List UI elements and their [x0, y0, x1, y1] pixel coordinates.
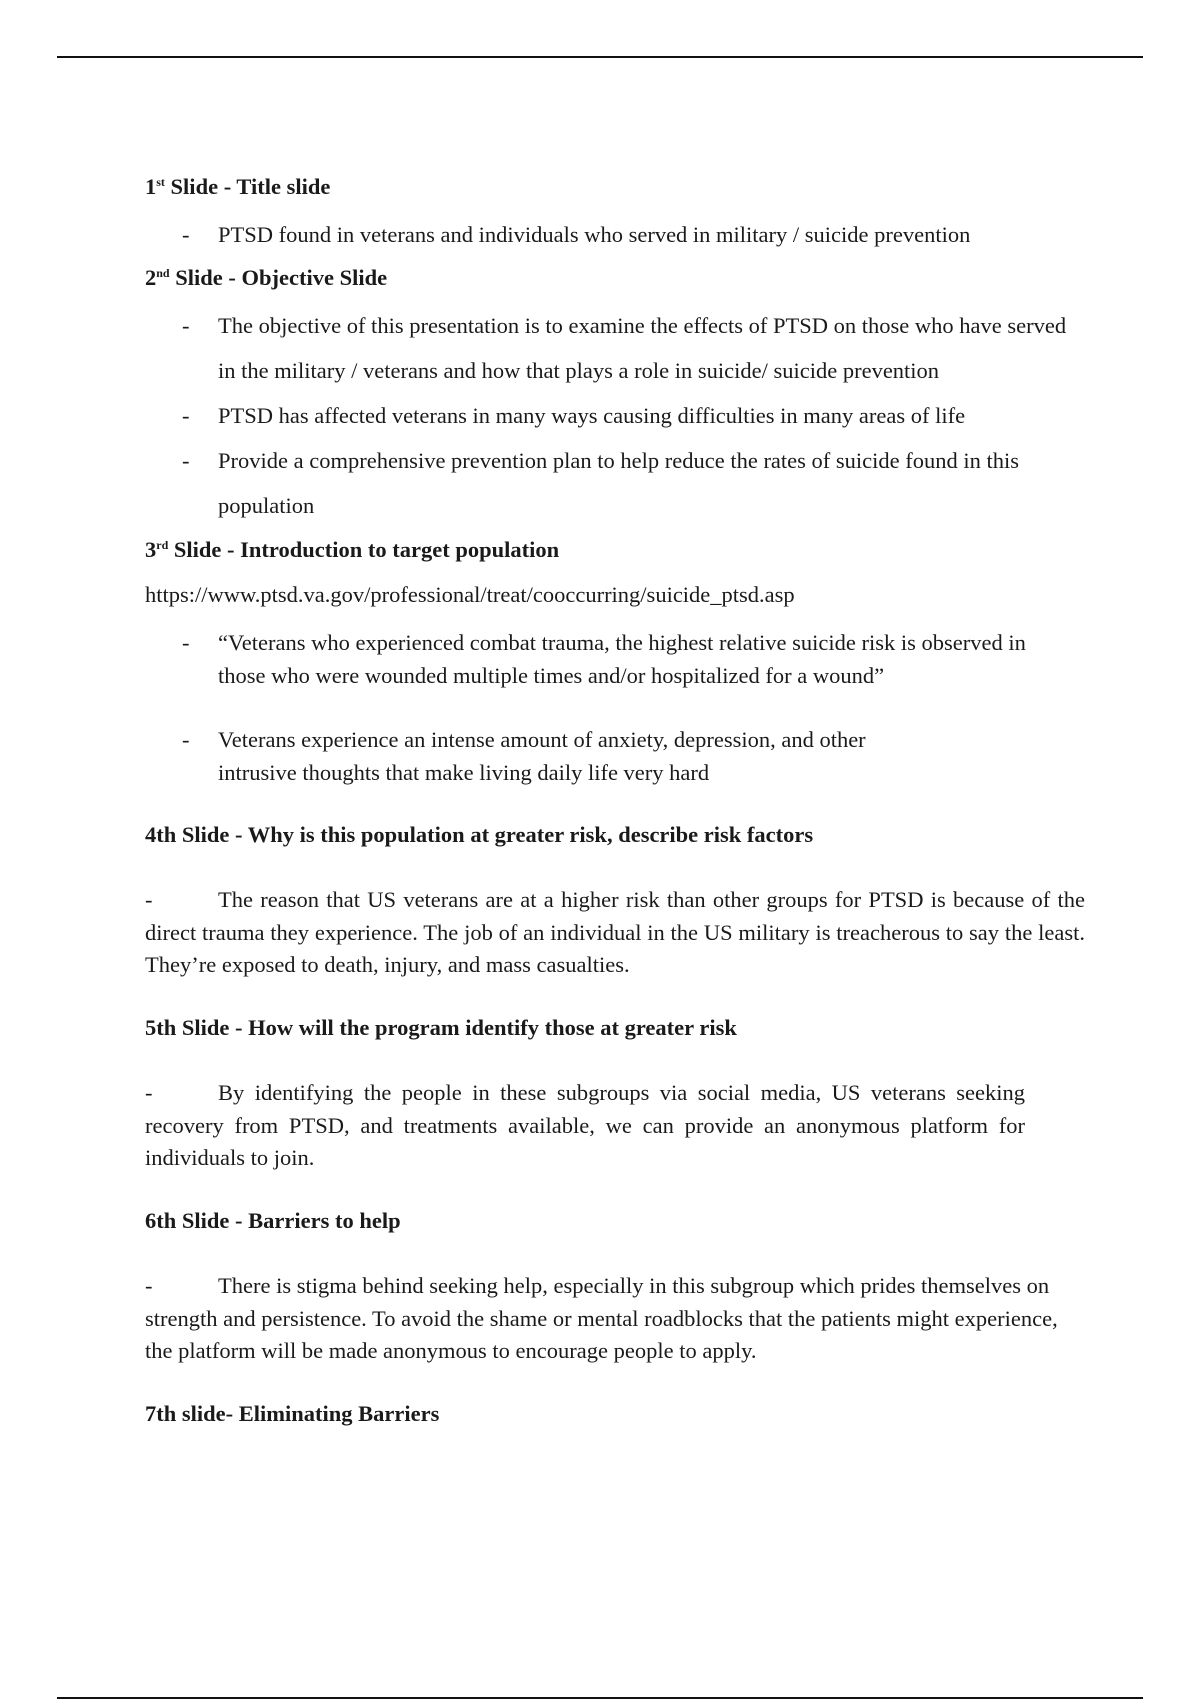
slide-2-bullet-3: - Provide a comprehensive prevention plan to help reduce the rates of suicide found in this population — [182, 448, 1020, 518]
source-link[interactable]: https://www.ptsd.va.gov/professional/treat/cooccurring/suicide_ptsd.asp — [145, 582, 795, 607]
slide-5-heading: 5th Slide - How will the program identify those at greater risk — [145, 1015, 737, 1040]
slide-4-paragraph: - The reason that US veterans are at a higher risk than other groups for PTSD is because of the direct trauma they experience. The job of an individual in the US military is treacherous to say the least. They’re exposed to death, injury, and mass casualties. — [145, 887, 1085, 977]
slide-4-heading: 4th Slide - Why is this population at greater risk, describe risk factors — [145, 822, 814, 847]
slide-2-bullet-1: - The objective of this presentation is to examine the effects of PTSD on those who have served in the military / veterans and how that plays a role in suicide/ suicide prevention — [182, 313, 1067, 383]
slide-7-heading: 7th slide- Eliminating Barriers — [145, 1401, 440, 1426]
footer-rule — [57, 1697, 1143, 1699]
header-rule — [57, 56, 1143, 58]
slide-3-bullet-1: - “Veterans who experienced combat trauma, the highest relative suicide risk is observed in those who were wounded multiple times and/or hospitalized for a wound” — [182, 630, 1026, 688]
slide-1-heading: 1st Slide - Title slide — [145, 174, 331, 199]
slide-2-heading: 2nd Slide - Objective Slide — [145, 265, 388, 290]
slide-6-heading: 6th Slide - Barriers to help — [145, 1208, 401, 1233]
slide-3-bullet-2: - Veterans experience an intense amount of anxiety, depression, and other intrusive thoughts that make living daily life very hard — [182, 727, 866, 785]
slide-1-bullet: - PTSD found in veterans and individuals who served in military / suicide prevention — [182, 222, 971, 247]
slide-2-bullet-2: - PTSD has affected veterans in many ways causing difficulties in many areas of life — [182, 403, 966, 428]
slide-6-paragraph: - There is stigma behind seeking help, especially in this subgroup which prides themselves on strength and persistence. To avoid the shame or mental roadblocks that the patients might experience, the platform will be made anonymous to encourage people to apply. — [145, 1273, 1058, 1363]
slide-5-paragraph: - By identifying the people in these subgroups via social media, US veterans seeking recovery from PTSD, and treatments available, we can provide an anonymous platform for individuals to join. — [145, 1080, 1025, 1170]
slide-3-heading: 3rd Slide - Introduction to target population — [145, 537, 560, 562]
